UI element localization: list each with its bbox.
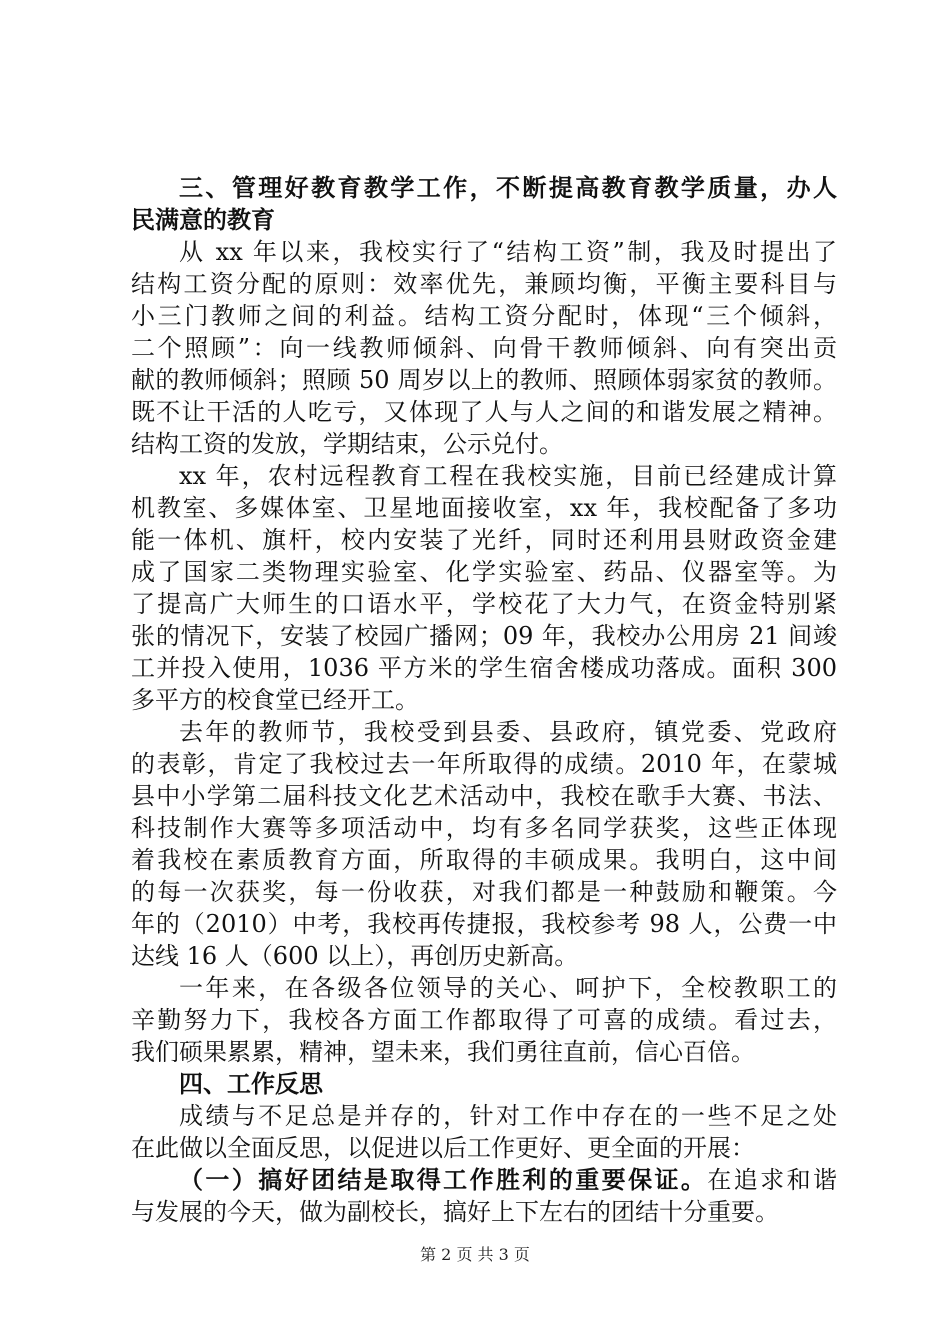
paragraph-2-line: 成了国家二类物理实验室、化学实验室、药品、仪器室等。为: [131, 558, 837, 586]
paragraph-4-line: 一年来，在各级各位领导的关心、呵护下，全校教职工的: [179, 974, 837, 1002]
paragraph-3-line: 着我校在素质教育方面，所取得的丰硕成果。我明白，这中间: [131, 846, 837, 874]
paragraph-3-line: 年的（2010）中考，我校再传捷报，我校参考 98 人，公费一中: [131, 910, 837, 938]
paragraph-3-line: 县中小学第二届科技文化艺术活动中，我校在歌手大赛、书法、: [131, 782, 837, 810]
paragraph-5-line: 成绩与不足总是并存的，针对工作中存在的一些不足之处: [179, 1102, 837, 1130]
paragraph-3-line: 去年的教师节，我校受到县委、县政府，镇党委、党政府: [179, 718, 837, 746]
paragraph-6-text: 在追求和谐: [707, 1166, 837, 1194]
paragraph-1-line: 从 xx 年以来，我校实行了“结构工资”制，我及时提出了: [179, 238, 837, 266]
paragraph-2-line: 能一体机、旗杆，校内安装了光纤，同时还利用县财政资金建: [131, 526, 837, 554]
paragraph-4-line: 我们硕果累累，精神，望未来，我们勇往直前，信心百倍。: [131, 1038, 755, 1066]
paragraph-1-line: 献的教师倾斜；照顾 50 周岁以上的教师、照顾体弱家贫的教师。: [131, 366, 837, 394]
subsection-lead: （一）搞好团结是取得工作胜利的重要保证。: [179, 1166, 708, 1194]
paragraph-2-line: 多平方的校食堂已经开工。: [131, 686, 419, 714]
paragraph-2-line: 了提高广大师生的口语水平，学校花了大力气，在资金特别紧: [131, 590, 837, 618]
paragraph-1-line: 二个照顾”：向一线教师倾斜、向骨干教师倾斜、向有突出贡: [131, 334, 837, 362]
paragraph-6-line: [131, 1164, 837, 1196]
section-heading-3: 三、管理好教育教学工作，不断提高教育教学质量，办人: [179, 174, 837, 202]
paragraph-1-line: 小三门教师之间的利益。结构工资分配时，体现“三个倾斜，: [131, 302, 837, 330]
paragraph-3-line: 科技制作大赛等多项活动中，均有多名同学获奖，这些正体现: [131, 814, 837, 842]
document-body: [131, 172, 837, 1228]
section-heading-4: 四、工作反思: [179, 1070, 323, 1098]
paragraph-4-line: 辛勤努力下，我校各方面工作都取得了可喜的成绩。看过去，: [131, 1006, 837, 1034]
paragraph-2-line: xx 年，农村远程教育工程在我校实施，目前已经建成计算: [179, 462, 837, 490]
paragraph-1-line: 结构工资分配的原则：效率优先，兼顾均衡，平衡主要科目与: [131, 270, 837, 298]
paragraph-2-line: 机教室、多媒体室、卫星地面接收室，xx 年，我校配备了多功: [131, 494, 837, 522]
paragraph-3-line: 的每一次获奖，每一份收获，对我们都是一种鼓励和鞭策。今: [131, 878, 837, 906]
paragraph-3-line: 的表彰，肯定了我校过去一年所取得的成绩。2010 年，在蒙城: [131, 750, 837, 778]
paragraph-1-line: 既不让干活的人吃亏，又体现了人与人之间的和谐发展之精神。: [131, 398, 837, 426]
paragraph-5-line: 在此做以全面反思，以促进以后工作更好、更全面的开展：: [131, 1134, 755, 1162]
section-heading-3-continued: 民满意的教育: [131, 206, 275, 234]
paragraph-1-line: 结构工资的发放，学期结束，公示兑付。: [131, 430, 563, 458]
page-footer: 第 2 页 共 3 页: [420, 1245, 530, 1264]
paragraph-2-line: 张的情况下，安装了校园广播网；09 年，我校办公用房 21 间竣: [131, 622, 837, 650]
paragraph-3-line: 达线 16 人（600 以上），再创历史新高。: [131, 942, 579, 970]
paragraph-2-line: 工并投入使用，1036 平方米的学生宿舍楼成功落成。面积 300: [131, 654, 837, 682]
paragraph-6-line: 与发展的今天，做为副校长，搞好上下左右的团结十分重要。: [131, 1198, 779, 1226]
